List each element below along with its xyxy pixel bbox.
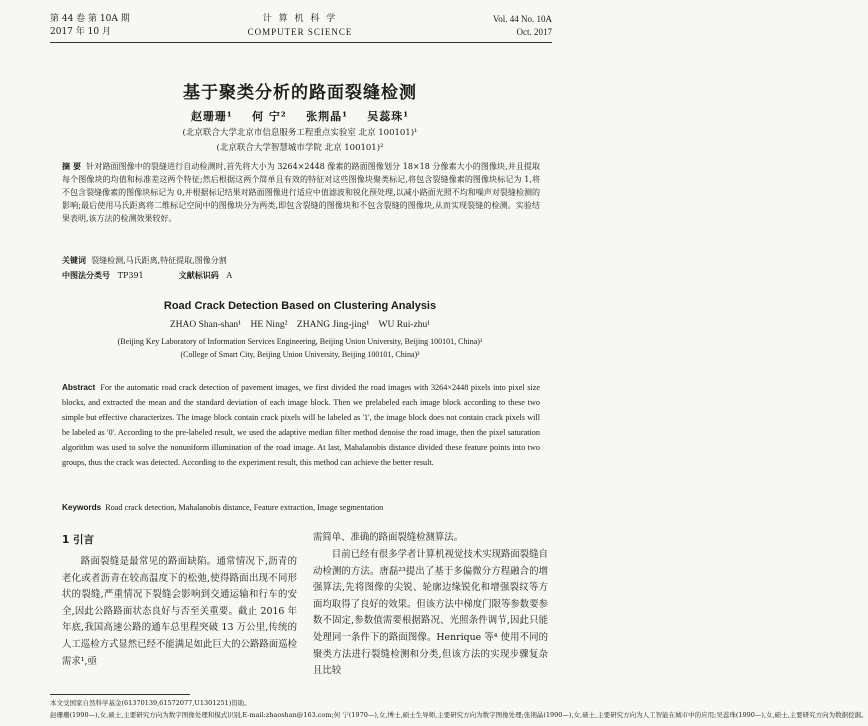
footnote-rule xyxy=(50,694,190,695)
header-journal-cn: 计 算 机 科 学 xyxy=(262,14,338,24)
author-name: 张荆晶¹ xyxy=(306,110,348,123)
author-list xyxy=(0,108,600,124)
doc-code-label: 文献标识码 xyxy=(178,271,219,280)
abstract-en-label: Abstract xyxy=(62,383,96,392)
header-journal-en: COMPUTER SCIENCE xyxy=(247,27,353,37)
keywords-en-label: Keywords xyxy=(62,503,102,512)
section-heading: 1 引言 xyxy=(62,534,94,546)
author-name: 吴蕊珠¹ xyxy=(367,110,410,123)
header-date-cn: 2017 年 10 月 xyxy=(50,27,111,37)
classification-line xyxy=(62,269,540,282)
english-affiliation-1: (Beijing Key Laboratory of Information Services Engineering, Beijing Union University, Beijing 100101, China)¹ xyxy=(117,337,483,346)
affiliation-2: (北京联合大学智慧城市学院 北京 100101)² xyxy=(216,143,384,153)
header-volume-cn: 第 44 卷 第 10A 期 xyxy=(50,14,130,24)
abstract-cn xyxy=(62,160,540,264)
footnote-fund: 本文受国家自然科学基金(61370139,61572077,U1301251)资助。 xyxy=(50,699,251,707)
intro-right-column-line: 需简单、准确的路面裂缝检测算法。 xyxy=(313,532,464,543)
english-affiliation-2: (College of Smart City, Beijing Union University, Beijing 100101, China)² xyxy=(180,350,420,359)
author-name: 何 宁² xyxy=(252,110,287,123)
intro-left-column: 路面裂缝是最常见的路面缺陷。通常情况下,沥青的老化或者沥青在较高温度下的松弛,使得路面出现不同形状的裂缝,严重情况下裂缝会影响到交通运输和行车的安全,因此公路路面状态良好与否至关重要。截止 2016 年年底,我国高速公路的通车总里程突破 13 万公里,传统的人工巡检方式显然已经不能满足如此巨大的公路路面巡检需求¹,亟 xyxy=(62,556,297,667)
footnote-bio: 赵珊珊(1990—),女,硕士,主要研究方向为数字图像处理和模式识别,E-mail:zhaoshan@163.com;何 宁(1970—),女,博士,硕士生导师,主要研究方向为数字图像处理;张荆晶(1990—),女,硕士,主要研究方向为人工智能在城市中的应用;吴蕊珠(1990—),女,硕士,主要研究方向为数据挖掘。 xyxy=(50,711,868,719)
clc-label: 中图法分类号 xyxy=(62,271,110,280)
header-date-en: Oct. 2017 xyxy=(516,27,552,37)
doc-code-value: A xyxy=(226,271,233,280)
english-authors: ZHAO Shan-shan¹ HE Ning² ZHANG Jing-jing¹ WU Rui-zhu¹ xyxy=(169,320,431,330)
paper-title: 基于聚类分析的路面裂缝检测 xyxy=(183,83,417,103)
abstract-cn-text: 针对路面图像中的裂缝进行自动检测时,首先将大小为 3264×2448 像素的路面图像划分 18×18 分像素大小的图像块,并且提取每个图像块的均值和标准差这两个特征;然后根据这两个简单且有效的特征对这些图像块聚类标记,将包含裂缝像素的图像块标记为 1,将不包含裂缝像素的图像块标记为 0,并根据标记结果对路面图像进行适应中值滤波和锐化预处理,以减小路面光照不均和噪声对裂缝检测的影响;最后使用马氏距离将二维标记空间中的图像块分为两类,即包含裂缝的图像块和不包含裂缝的图像块,从而实现裂缝的检测。实验结果表明,该方法的检测效果较好。 xyxy=(62,162,540,223)
intro-right-column: 目前已经有很多学者计算机视觉技术实现路面裂缝自动检测的方法。唐磊²³提出了基于多偏微分方程融合的增强算法,先将图像的尖锐、轮廓边缘锐化和增强裂纹等方面均取得了良好的效果。但该方法中梯度门限等参数要参数不固定,参数值需要根据路况、光照条件调节,因此只能处理同一条件下的路面图像。Henrique 等⁴ 使用不同的聚类方法进行裂缝检测和分类,但该方法的实现步骤复杂且比较 xyxy=(313,549,548,677)
keywords-cn-label: 关键词 xyxy=(62,256,86,265)
abstract-en xyxy=(62,380,540,500)
affiliation-1: (北京联合大学北京市信息服务工程重点实验室 北京 100101)¹ xyxy=(182,128,418,138)
author-name: 赵珊珊¹ xyxy=(190,110,233,123)
abstract-cn-label: 摘 要 xyxy=(62,162,82,171)
keywords-cn xyxy=(62,254,540,267)
header-volume-en: Vol. 44 No. 10A xyxy=(492,14,552,24)
clc-value: TP391 xyxy=(117,271,144,280)
header-rule xyxy=(50,42,552,43)
keywords-en xyxy=(62,500,540,515)
abstract-en-text: For the automatic road crack detection of pavement images, we first divided the road images with 3264×2448 pixels into pixel size blocks, and extracted the mean and the standard deviation of each image block. Then we prelabeled each image block according to these two simple but effective characterizes. The image block contain crack pixels will be labeled as '1', the image block does not contain crack pixels will be labeled as '0'. According to the pre-labeled result, we used the adaptive median filter method denoise the road image, then the pixel saturation algorithm was used to solve the nonuniform illumination of the road image. At last, Mahalanobis distance divided these feature points into two groups, thus the crack was detected. According to the experiment result, this method can achieve the better result. xyxy=(62,383,540,467)
keywords-en-text: Road crack detection, Mahalanobis distance, Feature extraction, Image segmentation xyxy=(105,503,384,512)
english-title: Road Crack Detection Based on Clustering Analysis xyxy=(163,300,437,312)
keywords-cn-text: 裂缝检测,马氏距离,特征提取,图像分割 xyxy=(91,256,227,265)
